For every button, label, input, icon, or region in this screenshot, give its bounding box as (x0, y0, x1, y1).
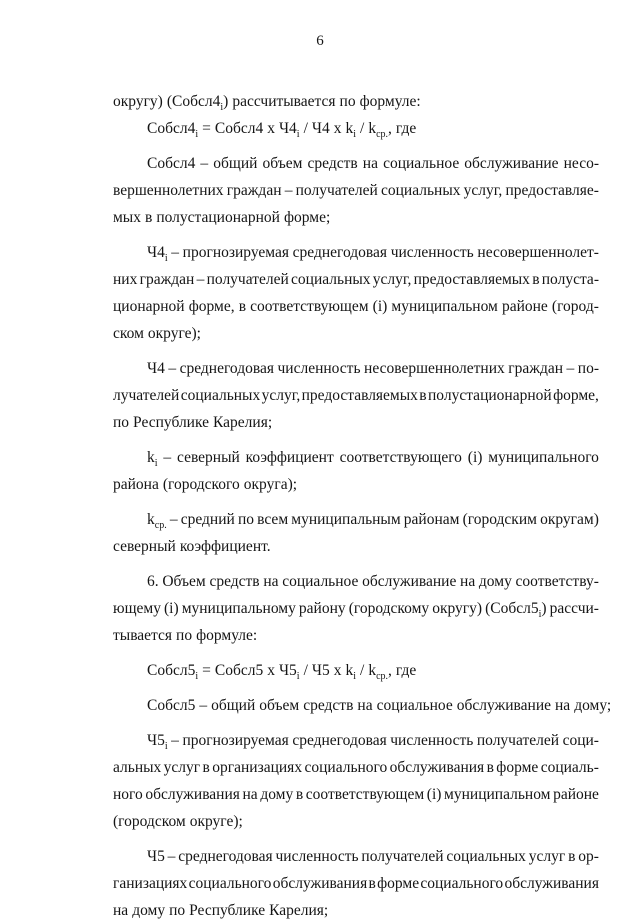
word: средний (180, 511, 235, 528)
word: на (263, 573, 279, 590)
paragraph-gap (113, 835, 599, 843)
word: альных (113, 759, 162, 776)
word: коэффициент (245, 449, 334, 466)
word: по- (577, 360, 599, 377)
word: округе); (147, 325, 201, 342)
word: ного (113, 786, 143, 803)
word: несо- (563, 155, 599, 172)
word: района (113, 476, 159, 493)
word: в (568, 848, 576, 865)
word: услуг (163, 759, 201, 776)
word: средств (307, 155, 358, 172)
word: – (167, 848, 176, 865)
word: формуле: (359, 93, 421, 110)
word: в (202, 759, 210, 776)
word: $k_{ср.}$, (368, 662, 392, 683)
word: социального (420, 875, 504, 892)
word: ционарной (113, 298, 185, 315)
word: в (368, 875, 376, 892)
text-line (113, 204, 599, 231)
word: мых (113, 209, 141, 226)
word: округе); (189, 813, 243, 830)
word: прогнозируемая (182, 732, 289, 749)
paragraph-gap (113, 684, 599, 692)
paragraph-gap (113, 560, 599, 568)
word: форме, (553, 387, 599, 404)
text-line (113, 870, 599, 897)
word: средств (209, 573, 260, 590)
text-line (113, 657, 599, 684)
word: в (419, 387, 427, 404)
word: в (486, 759, 494, 776)
word: форме (377, 875, 420, 892)
text-line (113, 843, 599, 870)
text-line (113, 754, 599, 781)
word: – (168, 360, 177, 377)
word: где (395, 120, 417, 137)
word: Ч5 (311, 662, 330, 679)
word: $Ч5_i$ (278, 662, 300, 683)
paragraph-gap (113, 142, 599, 150)
word: граждан (508, 360, 564, 377)
word: (городском (113, 813, 186, 830)
word: предоставляемых (413, 271, 530, 288)
word: дому (132, 902, 166, 919)
word: Собсл5 (214, 662, 264, 679)
word: на (460, 573, 476, 590)
word: получателей (476, 732, 560, 749)
text-line (113, 781, 599, 808)
word: среднегодовая (178, 848, 273, 865)
page-number: 6 (316, 33, 324, 49)
paragraph-gap (113, 649, 599, 657)
word: обслуживания (389, 759, 485, 776)
word: обслуживания (145, 786, 240, 803)
word: х (267, 662, 275, 679)
word: на (357, 697, 373, 714)
word: полуста- (541, 271, 599, 288)
word: по (169, 902, 186, 919)
text-line (113, 727, 599, 754)
word: = (202, 120, 211, 137)
word: на (242, 786, 258, 803)
word: услуг (528, 848, 566, 865)
word: (i) (372, 298, 388, 315)
word: в (532, 271, 540, 288)
word: граждан (226, 182, 282, 199)
word: социальное (282, 573, 359, 590)
word: округам) (540, 511, 599, 528)
word: $k_{ср.}$, (368, 120, 392, 141)
word: по (339, 93, 356, 110)
word: полустационарной (156, 209, 280, 226)
word: – (284, 182, 293, 199)
word: социальное (376, 697, 453, 714)
word: общий (211, 697, 256, 714)
word: х (333, 662, 342, 679)
word: социальное (383, 155, 460, 172)
text-line (113, 568, 599, 595)
word: $(Собсл4_i)$ (166, 93, 229, 114)
text-line (113, 293, 599, 320)
word: форме; (283, 209, 331, 226)
word: (i) (164, 600, 179, 617)
word: $k_i$ (147, 449, 158, 470)
word: численность (277, 360, 361, 377)
word: по (237, 511, 254, 528)
word: рассчитывается (232, 93, 336, 110)
word: организациях (212, 759, 303, 776)
text-line (113, 150, 599, 177)
text-line (113, 88, 599, 115)
word: полустационарной (428, 387, 552, 404)
word: – (566, 360, 575, 377)
paragraph-gap (113, 719, 599, 727)
word: муниципальному (181, 600, 296, 617)
word: районе (501, 298, 548, 315)
word: Собсл4 (147, 155, 196, 172)
word: по (113, 414, 130, 431)
text-line (113, 897, 599, 924)
word: – (196, 271, 205, 288)
word: в (144, 209, 153, 226)
word: соответствующем (250, 298, 369, 315)
word: в (238, 298, 247, 315)
word: х (267, 120, 275, 137)
word: дому; (574, 697, 612, 714)
word: ском (113, 325, 144, 342)
word: 6. (147, 573, 159, 590)
word: округу) (432, 600, 483, 617)
paragraph-gap (113, 231, 599, 239)
text-line (113, 115, 599, 142)
word: на (113, 902, 129, 919)
word: численность (390, 244, 474, 261)
word: численность (390, 732, 474, 749)
word: соци- (562, 732, 599, 749)
paragraph-gap (113, 347, 599, 355)
word: соответству- (515, 573, 599, 590)
word: дому (478, 573, 512, 590)
word: муниципальном (444, 786, 551, 803)
word: социального (304, 759, 388, 776)
word: объем (259, 697, 300, 714)
word: районе (553, 786, 599, 803)
word: всем (257, 511, 289, 528)
text-line (113, 471, 599, 498)
word: несовершеннолетних (364, 360, 505, 377)
word: Республике (189, 902, 266, 919)
word: муниципального (488, 449, 599, 466)
word: ющему (113, 600, 161, 617)
word: х (333, 120, 342, 137)
word: социального (188, 875, 272, 892)
word: получателей (206, 271, 289, 288)
word: численность (275, 848, 359, 865)
word: районам (403, 511, 460, 528)
word: Собсл4 (214, 120, 264, 137)
word: ор- (578, 848, 599, 865)
word: социальных (291, 271, 371, 288)
word: тывается (113, 627, 173, 644)
word: формуле: (196, 627, 258, 644)
word: $Ч4_i$ (147, 244, 168, 265)
word: Ч5 (147, 848, 165, 865)
word: социаль- (540, 759, 599, 776)
word: социальных (446, 848, 526, 865)
word: – (199, 697, 208, 714)
text-line (113, 692, 612, 719)
word: форме, (188, 298, 235, 315)
word: дому (260, 786, 294, 803)
word: среднегодовая (292, 732, 387, 749)
text-line (113, 266, 599, 293)
word: среднегодовая (292, 244, 388, 261)
text-line (113, 622, 599, 649)
word: $(Собсл5_i)$ (485, 600, 547, 621)
word: – (200, 155, 209, 172)
word: – (171, 244, 180, 261)
word: $k_i$ (345, 662, 356, 683)
word: лучателей (113, 387, 180, 404)
word: на (555, 697, 571, 714)
paragraph-gap (113, 498, 599, 506)
word: соответствующего (339, 449, 462, 466)
word: муниципальном (391, 298, 498, 315)
word: получателей (361, 848, 444, 865)
text-line (113, 177, 599, 204)
word: $Ч5_i$ (147, 732, 168, 753)
word: – (169, 511, 178, 528)
word: общий (213, 155, 258, 172)
text-line (113, 533, 599, 560)
word: $k_i$ (345, 120, 356, 141)
word: вершеннолетних (113, 182, 224, 199)
word: по (176, 627, 193, 644)
word: Республике (133, 414, 210, 431)
word: району (298, 600, 346, 617)
word: / (303, 120, 308, 137)
word: ганизациях (113, 875, 188, 892)
text-line (113, 444, 599, 471)
word: = (202, 662, 211, 679)
word: рассчи- (549, 600, 599, 617)
word: Собсл5 (147, 697, 196, 714)
text-line (113, 808, 599, 835)
word: граждан (139, 271, 195, 288)
word: предоставляе- (505, 182, 599, 199)
word: средств (303, 697, 354, 714)
word: – (163, 449, 172, 466)
word: Карелия; (213, 414, 273, 431)
word: среднегодовая (179, 360, 274, 377)
paragraph-gap (113, 436, 599, 444)
word: – (171, 732, 179, 749)
word: (город- (551, 298, 599, 315)
word: Ч4 (311, 120, 330, 137)
word: обслуживание (456, 697, 552, 714)
word: / (303, 662, 308, 679)
word: обслуживание (362, 573, 457, 590)
document-body (113, 88, 612, 924)
word: $k_{ср.}$ (147, 511, 167, 532)
word: социальных (380, 182, 461, 199)
word: округу) (113, 93, 163, 110)
word: несовершеннолет- (477, 244, 599, 261)
word: где (395, 662, 417, 679)
word: / (360, 120, 365, 137)
word: прогнозируемая (182, 244, 289, 261)
word: (городскому (348, 600, 430, 617)
word: северный (177, 449, 240, 466)
word: форме (496, 759, 539, 776)
word: услуг, (463, 182, 503, 199)
word: услуг, (372, 271, 412, 288)
word: округа); (243, 476, 298, 493)
word: Карелия; (269, 902, 329, 919)
word: коэффициент. (179, 538, 271, 555)
word: муниципальным (291, 511, 401, 528)
word: $Ч4_i$ (278, 120, 300, 141)
word: Ч4 (147, 360, 165, 377)
word: (i) (467, 449, 483, 466)
text-line (113, 409, 599, 436)
word: (i) (426, 786, 442, 803)
word: соответствующем (305, 786, 425, 803)
word: получателей (295, 182, 378, 199)
word: (городским (462, 511, 537, 528)
word: в (295, 786, 304, 803)
word: них (113, 271, 138, 288)
word: услуг, (261, 387, 301, 404)
word: социальных (180, 387, 261, 404)
text-line (113, 320, 599, 347)
word: обслуживание (464, 155, 559, 172)
text-line (113, 355, 599, 382)
word: объем (262, 155, 303, 172)
word: Объем (162, 573, 206, 590)
word: / (360, 662, 365, 679)
word: обслуживания (504, 875, 599, 892)
word: $Собсл4_i$ (147, 120, 199, 141)
word: обслуживания (272, 875, 368, 892)
text-line (113, 382, 599, 409)
word: предоставляемых (301, 387, 418, 404)
word: $Собсл5_i$ (147, 662, 199, 683)
text-line (113, 506, 599, 533)
word: (городского (162, 476, 240, 493)
word: на (362, 155, 378, 172)
word: северный (113, 538, 176, 555)
text-line (113, 239, 599, 266)
text-line (113, 595, 599, 622)
